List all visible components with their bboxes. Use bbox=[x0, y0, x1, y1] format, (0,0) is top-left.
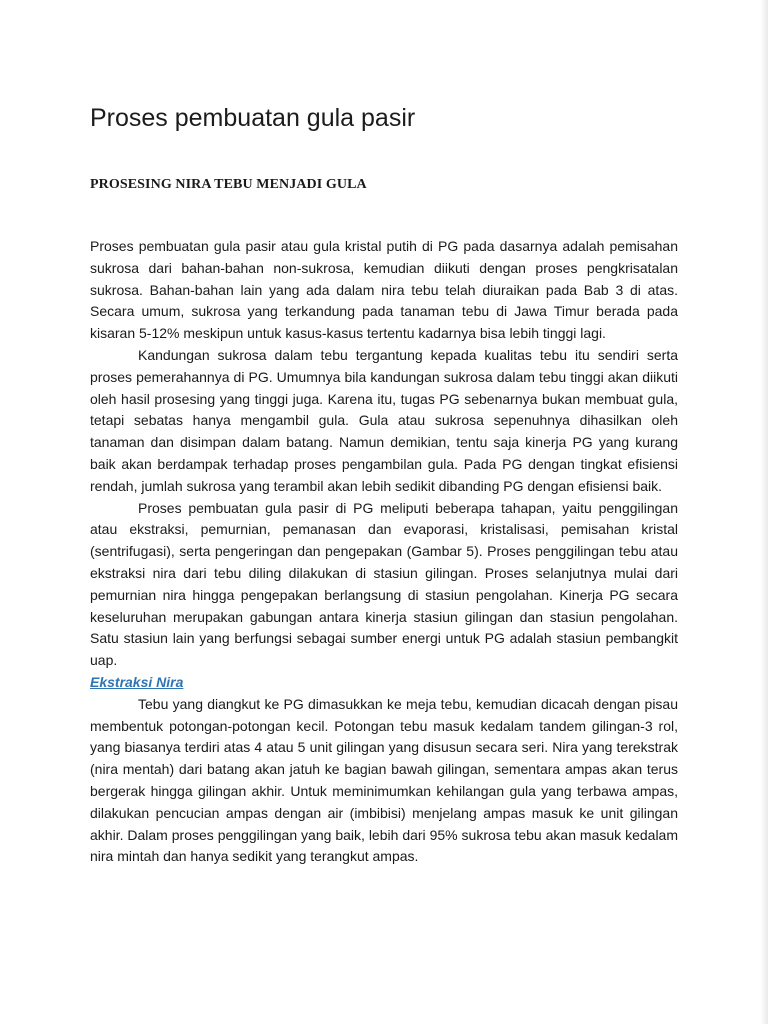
paragraph-process-stages: Proses pembuatan gula pasir di PG meliputi beberapa tahapan, yaitu penggilingan atau ekstraksi, pemurnian, pemanasan dan evaporasi, kristalisasi, pemisahan kristal (sentrifugasi), serta pengeringan dan pengepakan (Gambar 5). Proses penggilingan tebu atau ekstraksi nira dari tebu diling dilakukan di stasiun gilingan. Proses selanjutnya mulai dari pemurnian nira hingga pengepakan berlangsung di stasiun pengolahan. Kinerja PG secara keseluruhan merupakan gabungan antara kinerja stasiun gilingan dan stasiun pengolahan. Satu stasiun lain yang berfungsi sebagai sumber energi untuk PG adalah stasiun pembangkit uap. bbox=[90, 499, 678, 669]
page-title: Proses pembuatan gula pasir bbox=[90, 104, 416, 132]
paragraph-extraction: Tebu yang diangkut ke PG dimasukkan ke meja tebu, kemudian dicacah dengan pisau membentuk potongan-potongan kecil. Potongan tebu masuk kedalam tandem gilingan-3 rol, yang biasanya terdiri atas 4 atau 5 unit gilingan yang disusun secara seri. Nira yang terekstrak (nira mentah) dari batang akan jatuh ke bagian bawah gilingan, sementara ampas akan terus bergerak hingga gilingan akhir. Untuk meminimumkan kehilangan gula yang terbawa ampas, dilakukan pencucian ampas dengan air (imbibisi) menjelang ampas masuk ke unit gilingan akhir. Dalam proses penggilingan yang baik, lebih dari 95% sukrosa tebu akan masuk kedalam nira mintah dan hanya sedikit yang terangkut ampas. bbox=[90, 695, 678, 865]
section-subtitle: PROSESING NIRA TEBU MENJADI GULA bbox=[90, 177, 367, 192]
section-heading-link[interactable]: Ekstraksi Nira bbox=[90, 673, 184, 690]
document-body bbox=[90, 236, 678, 868]
page-edge-shadow bbox=[760, 0, 768, 1024]
paragraph-sucrose-content: Kandungan sukrosa dalam tebu tergantung kepada kualitas tebu itu sendiri serta proses pemerahannya di PG. Umumnya bila kandungan sukrosa dalam tebu tinggi akan diikuti oleh hasil prosesing yang tinggi juga. Karena itu, tugas PG sebenarnya bukan membuat gula, tetapi sebatas hanya mengambil gula. Gula atau sukrosa sepenuhnya dihasilkan oleh tanaman dan disimpan dalam batang. Namun demikian, tentu saja kinerja PG yang kurang baik akan berdampak terhadap proses pengambilan gula. Pada PG dengan tingkat efisiensi rendah, jumlah sukrosa yang terambil akan lebih sedikit dibanding PG dengan efisiensi baik. bbox=[90, 346, 678, 494]
paragraph-intro: Proses pembuatan gula pasir atau gula kristal putih di PG pada dasarnya adalah pemisahan sukrosa dari bahan-bahan non-sukrosa, kemudian diikuti dengan proses pengkrisatalan sukrosa. Bahan-bahan lain yang ada dalam nira tebu telah diuraikan pada Bab 3 di atas. Secara umum, sukrosa yang terkandung pada tanaman tebu di Jawa Timur berada pada kisaran 5-12% meskipun untuk kasus-kasus tertentu kadarnya bisa lebih tinggi lagi. bbox=[90, 238, 678, 342]
